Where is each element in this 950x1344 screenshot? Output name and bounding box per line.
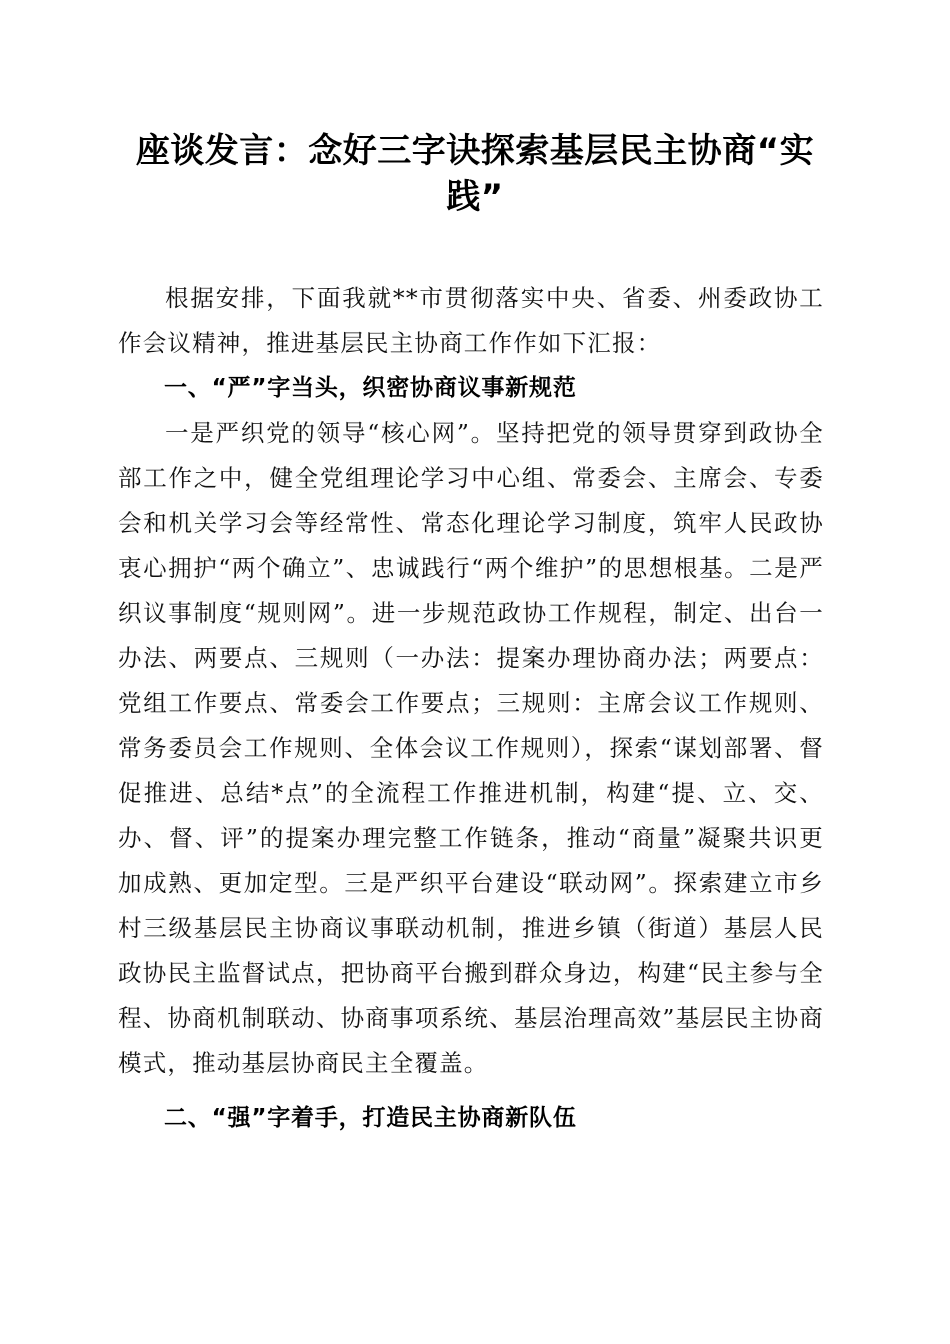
section-2-heading: 二、“强”字着手，打造民主协商新队伍 xyxy=(164,1105,577,1131)
intro-paragraph: 根据安排，下面我就**市贯彻落实中央、省委、州委政协工作会议精神，推进基层民主协商工作作如下汇报： xyxy=(118,284,824,357)
document-title: 座谈发言：念好三字诀探索基层民主协商“实践” xyxy=(135,131,815,217)
section-1-paragraph: 一是严织党的领导“核心网”。坚持把党的领导贯穿到政协全部工作之中，健全党组理论学习中心组、常委会、主席会、专委会和机关学习会等经常性、常态化理论学习制度，筑牢人民政协衷心拥护“两个确立”、忠诚践行“两个维护”的思想根基。二是严织议事制度“规则网”。进一步规范政协工作规程，制定、出台一办法、两要点、三规则（一办法：提案办理协商办法；两要点：党组工作要点、常委会工作要点；三规则：主席会议工作规则、常务委员会工作规则、全体会议工作规则），探索“谋划部署、督促推进、总结*点”的全流程工作推进机制，构建“提、立、交、办、督、评”的提案办理完整工作链条，推动“商量”凝聚共识更加成熟、更加定型。三是严织平台建设“联动网”。探索建立市乡村三级基层民主协商议事联动机制，推进乡镇（街道）基层人民政协民主监督试点，把协商平台搬到群众身边，构建“民主参与全程、协商机制联动、协商事项系统、基层治理高效”基层民主协商模式，推动基层协商民主全覆盖。 xyxy=(118,419,824,1077)
section-1-heading: 一、“严”字当头，织密协商议事新规范 xyxy=(164,375,577,401)
document-body xyxy=(118,276,824,1141)
